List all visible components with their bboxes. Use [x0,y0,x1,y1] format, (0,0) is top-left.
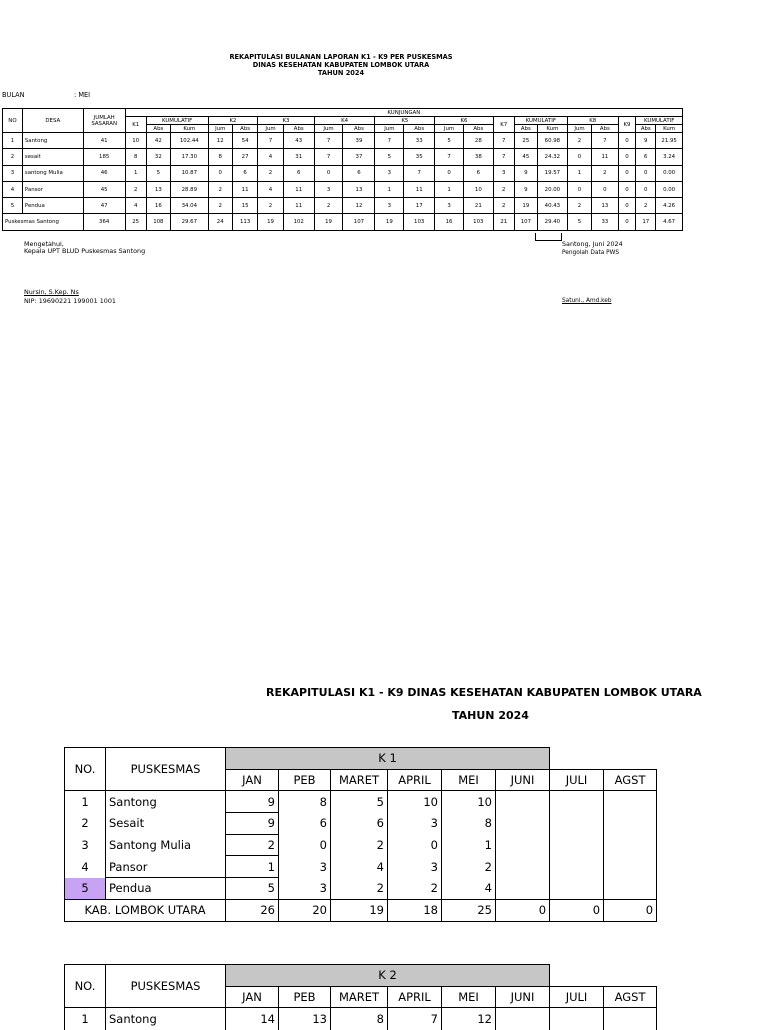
row-cell: 2 [567,133,591,149]
row-cell: 21.95 [656,133,683,149]
row-cell: 25 [514,133,537,149]
row-cell: 2 [125,181,146,197]
row-cell: 6 [636,149,656,165]
report-title-line-3: TAHUN 2024 [317,69,365,77]
recap-value: 7 [388,1008,442,1030]
total-cell: 113 [232,214,257,230]
row-cell: 32 [146,149,170,165]
row-cell: 10 [463,181,493,197]
col-kumulatif-2: KUMULATIF [514,117,567,125]
row-cell: 28 [463,133,493,149]
row-cell: 9 [514,165,537,181]
row-cell: 60.98 [537,133,567,149]
row-cell: 15 [232,198,257,214]
row-desa: santong Mulia [22,165,83,181]
sub-kum: Kum [171,125,209,133]
row-cell: 6 [343,165,375,181]
recap-value [496,813,550,835]
row-cell: 3 [375,198,404,214]
recap-value: 4 [442,878,496,900]
recap-value [550,791,604,813]
row-no: 1 [3,133,23,149]
month-header: JULI [550,769,604,791]
row-cell: 9 [514,181,537,197]
recap-total-value: 25 [442,899,496,921]
row-cell: 6 [232,165,257,181]
sub-kum: Kum [656,125,683,133]
row-cell: 10.87 [171,165,209,181]
recap-value: 1 [226,856,279,878]
col-k3: K3 [258,117,314,125]
total-cell: 107 [343,214,375,230]
month-header: PEB [279,769,331,791]
row-cell: 41 [83,133,125,149]
recap-total-label: KAB. LOMBOK UTARA [65,899,226,921]
recap-total-value: 20 [279,899,331,921]
recap-row-name: Santong [106,791,226,813]
row-cell: 2 [493,198,514,214]
total-cell: 108 [146,214,170,230]
col-k6: K6 [435,117,494,125]
row-cell: 40.43 [537,198,567,214]
recap-value: 6 [331,813,388,835]
sub-abs: Abs [232,125,257,133]
total-cell: 25 [125,214,146,230]
signer-nip: NIP: 19690221 199001 1001 [24,296,116,305]
row-no: 5 [3,198,23,214]
sub-jum: Jum [567,125,591,133]
total-cell: 107 [514,214,537,230]
sub-abs: Abs [463,125,493,133]
row-cell: 17 [404,198,435,214]
recap-value [496,1008,550,1030]
row-cell: 2 [314,198,343,214]
signer-name: Nursin, S.Kep. Ns [24,288,79,296]
row-cell: 13 [592,198,619,214]
recap-row-no: 1 [65,791,106,813]
recap-value [550,856,604,878]
recap-value [550,834,604,856]
row-cell: 34.04 [171,198,209,214]
recap-value [496,856,550,878]
sub-jum: Jum [314,125,343,133]
recap-row [65,813,657,835]
recap-row-name: Santong Mulia [106,834,226,856]
row-cell: 4 [125,198,146,214]
row-cell: 1 [567,165,591,181]
row-cell: 0 [618,198,636,214]
sub-abs: Abs [592,125,619,133]
recap-value [604,878,657,900]
month-header: MARET [331,986,388,1008]
recap-row-name: Santong [106,1008,226,1030]
recap-row [65,856,657,878]
report-title-line-1: REKAPITULASI BULANAN LAPORAN K1 - K9 PER PUSKESMAS [229,53,453,61]
sub-abs: Abs [514,125,537,133]
row-cell: 0.00 [656,165,683,181]
row-cell: 7 [592,133,619,149]
recap-value [550,1008,604,1030]
row-cell: 2 [493,181,514,197]
recap-value: 4 [331,856,388,878]
row-cell: 37 [343,149,375,165]
recap-row-no: 3 [65,834,106,856]
total-cell: 19 [314,214,343,230]
recap-value [604,834,657,856]
month-header: APRIL [388,769,442,791]
recap-value [604,1008,657,1030]
month-header: JAN [226,986,279,1008]
recap-value [604,856,657,878]
recap-col-puskesmas: PUSKESMAS [106,965,226,1008]
recap-value: 10 [442,791,496,813]
recap-col-no: NO. [65,965,106,1008]
col-k7: K7 [493,117,514,133]
row-cell: 43 [283,133,314,149]
row-cell: 12 [343,198,375,214]
total-cell: 29.40 [537,214,567,230]
row-cell: 2 [636,198,656,214]
pengolah-role: Pengolah Data PWS [562,250,620,256]
row-cell: 3 [435,198,464,214]
recap-value: 10 [388,791,442,813]
recap-row-no: 2 [65,813,106,835]
recap-header-blank [550,965,657,987]
recap-value: 6 [279,813,331,835]
month-header: JUNI [496,769,550,791]
row-cell: 3 [493,165,514,181]
row-cell: 17.30 [171,149,209,165]
k1-recap-table [64,747,657,922]
row-cell: 5 [435,133,464,149]
row-cell: 4 [258,181,283,197]
row-cell: 16 [146,198,170,214]
row-desa: sesait [22,149,83,165]
recap-row [65,834,657,856]
recap-row-name: Sesait [106,813,226,835]
recap-row-no: 5 [65,878,106,900]
sub-abs: Abs [146,125,170,133]
row-desa: Santong [22,133,83,149]
row-cell: 11 [232,181,257,197]
row-cell: 35 [404,149,435,165]
row-cell: 28.89 [171,181,209,197]
recap-value: 2 [442,856,496,878]
month-header: AGST [604,769,657,791]
recap-indicator-label: K 2 [226,965,550,987]
total-cell: 364 [83,214,125,230]
month-header: JULI [550,986,604,1008]
row-cell: 11 [592,149,619,165]
row-cell: 2 [208,198,232,214]
row-cell: 13 [343,181,375,197]
recap-value: 3 [388,813,442,835]
row-cell: 33 [404,133,435,149]
recap-total-value: 0 [550,899,604,921]
row-cell: 39 [343,133,375,149]
row-cell: 21 [463,198,493,214]
row-cell: 4 [258,149,283,165]
recap-value [604,791,657,813]
row-cell: 7 [493,133,514,149]
col-k5: K5 [375,117,435,125]
pengolah-name: Satuni., Amd.keb [562,298,612,304]
total-cell: 29.67 [171,214,209,230]
row-cell: 45 [83,181,125,197]
col-no: NO [3,109,23,133]
total-cell: 21 [493,214,514,230]
row-cell: 0 [636,181,656,197]
row-cell: 31 [283,149,314,165]
total-cell: 102 [283,214,314,230]
row-cell: 8 [125,149,146,165]
month-header: MEI [442,986,496,1008]
col-kumulatif-3: KUMULATIF [636,117,683,125]
row-cell: 0 [567,149,591,165]
row-cell: 3 [314,181,343,197]
col-k9: K9 [618,117,636,133]
col-kunjungan: KUNJUNGAN [125,109,682,117]
row-cell: 7 [258,133,283,149]
recap-value: 3 [279,878,331,900]
row-cell: 2 [258,198,283,214]
sub-kum: Kum [537,125,567,133]
row-cell: 38 [463,149,493,165]
row-cell: 13 [146,181,170,197]
recap-row-no: 1 [65,1008,106,1030]
recap-total-row [65,899,657,921]
recap-value: 2 [226,834,279,856]
row-cell: 6 [463,165,493,181]
row-cell: 2 [258,165,283,181]
recap-value: 8 [279,791,331,813]
row-cell: 0 [314,165,343,181]
recap-value [496,834,550,856]
col-k4: K4 [314,117,375,125]
recap-total-value: 26 [226,899,279,921]
row-cell: 1 [375,181,404,197]
month-header: JAN [226,769,279,791]
row-cell: 3.24 [656,149,683,165]
row-cell: 19.57 [537,165,567,181]
month-header: MARET [331,769,388,791]
sub-abs: Abs [636,125,656,133]
mengetahui-text: Mengetahui, [24,240,64,248]
row-cell: 185 [83,149,125,165]
recap-value [496,791,550,813]
row-cell: 11 [283,198,314,214]
row-cell: 45 [514,149,537,165]
sub-jum: Jum [258,125,283,133]
row-cell: 11 [404,181,435,197]
recap-value: 9 [226,813,279,835]
row-cell: 12 [208,133,232,149]
row-cell: 0 [618,133,636,149]
recap-value: 5 [226,878,279,900]
recap-value [604,813,657,835]
row-cell: 0 [618,165,636,181]
row-cell: 0 [618,181,636,197]
row-cell: 0 [208,165,232,181]
row-cell: 0 [592,181,619,197]
row-cell: 5 [146,165,170,181]
recap-value [550,813,604,835]
col-desa: DESA [22,109,83,133]
total-cell: 24 [208,214,232,230]
row-cell: 0 [435,165,464,181]
recap-indicator-label: K 1 [226,748,550,770]
recap-value: 0 [388,834,442,856]
row-cell: 19 [514,198,537,214]
recap-row [65,878,657,900]
total-cell: 19 [375,214,404,230]
recap-value: 5 [331,791,388,813]
row-cell: 7 [493,149,514,165]
recap-header-row [65,748,657,770]
col-sasaran: JUMLAH SASARAN [83,109,125,133]
recap-title-line-2: TAHUN 2024 [452,709,529,722]
month-header: APRIL [388,986,442,1008]
recap-value: 3 [388,856,442,878]
month-header: AGST [604,986,657,1008]
recap-row [65,791,657,813]
row-cell: 9 [636,133,656,149]
row-no: 3 [3,165,23,181]
row-cell: 7 [314,149,343,165]
total-cell: 16 [435,214,464,230]
recap-row-name: Pendua [106,878,226,900]
recap-value [550,878,604,900]
sub-jum: Jum [208,125,232,133]
recap-value: 0 [279,834,331,856]
recap-row-no: 4 [65,856,106,878]
row-cell: 3 [375,165,404,181]
row-desa: Pansor [22,181,83,197]
row-cell: 0 [567,181,591,197]
bulan-label: BULAN [2,91,25,99]
row-cell: 2 [592,165,619,181]
row-cell: 102.44 [171,133,209,149]
month-header: JUNI [496,986,550,1008]
row-cell: 42 [146,133,170,149]
row-cell: 46 [83,165,125,181]
total-cell: 19 [258,214,283,230]
row-cell: 8 [208,149,232,165]
row-cell: 0 [636,165,656,181]
recap-value: 13 [279,1008,331,1030]
k2-recap-table [64,964,657,1030]
row-cell: 2 [208,181,232,197]
row-cell: 7 [404,165,435,181]
recap-col-no: NO. [65,748,106,791]
row-cell: 4.26 [656,198,683,214]
row-cell: 20.00 [537,181,567,197]
total-cell: 4.67 [656,214,683,230]
recap-value: 14 [226,1008,279,1030]
recap-value: 8 [331,1008,388,1030]
row-cell: 0.00 [656,181,683,197]
total-cell: 33 [592,214,619,230]
recap-value: 2 [388,878,442,900]
row-cell: 7 [375,133,404,149]
total-cell: 0 [618,214,636,230]
row-no: 4 [3,181,23,197]
row-cell: 0 [618,149,636,165]
recap-row-name: Pansor [106,856,226,878]
row-cell: 1 [435,181,464,197]
col-kumulatif-1: KUMULATIF [146,117,208,125]
recap-row [65,1008,657,1030]
row-desa: Pendua [22,198,83,214]
month-header: PEB [279,986,331,1008]
recap-header-blank [550,748,657,770]
month-header: MEI [442,769,496,791]
sub-jum: Jum [375,125,404,133]
row-cell: 54 [232,133,257,149]
recap-value: 12 [442,1008,496,1030]
report-title-line-2: DINAS KESEHATAN KABUPATEN LOMBOK UTARA [252,61,430,69]
col-k8: K8 [567,117,618,125]
recap-total-value: 18 [388,899,442,921]
row-cell: 6 [283,165,314,181]
recap-col-puskesmas: PUSKESMAS [106,748,226,791]
sub-abs: Abs [404,125,435,133]
recap-value: 8 [442,813,496,835]
row-cell: 2 [567,198,591,214]
total-label: Puskesmas Santong [3,214,84,230]
sub-abs: Abs [343,125,375,133]
jabatan-text: Kepala UPT BLUD Puskesmas Santong [24,247,146,255]
recap-header-row [65,965,657,987]
col-k1: K1 [125,117,146,133]
row-no: 2 [3,149,23,165]
row-cell: 5 [375,149,404,165]
recap-value: 9 [226,791,279,813]
recap-value: 1 [442,834,496,856]
recap-title-line-1: REKAPITULASI K1 - K9 DINAS KESEHATAN KABUPATEN LOMBOK UTARA [266,686,702,699]
row-cell: 27 [232,149,257,165]
sub-jum: Jum [435,125,464,133]
col-k2: K2 [208,117,258,125]
row-cell: 7 [435,149,464,165]
recap-total-value: 0 [496,899,550,921]
recap-value: 3 [279,856,331,878]
recap-total-value: 19 [331,899,388,921]
bulan-value: : MEI [74,91,91,99]
row-cell: 11 [283,181,314,197]
row-cell: 24.32 [537,149,567,165]
row-cell: 7 [314,133,343,149]
recap-value: 2 [331,878,388,900]
row-cell: 10 [125,133,146,149]
row-cell: 1 [125,165,146,181]
total-cell: 5 [567,214,591,230]
recap-total-value: 0 [604,899,657,921]
sub-abs: Abs [283,125,314,133]
total-cell: 103 [463,214,493,230]
recap-value [496,878,550,900]
place-date: Santong, Juni 2024 [562,240,623,248]
recap-value: 2 [331,834,388,856]
row-cell: 47 [83,198,125,214]
total-cell: 17 [636,214,656,230]
total-cell: 103 [404,214,435,230]
